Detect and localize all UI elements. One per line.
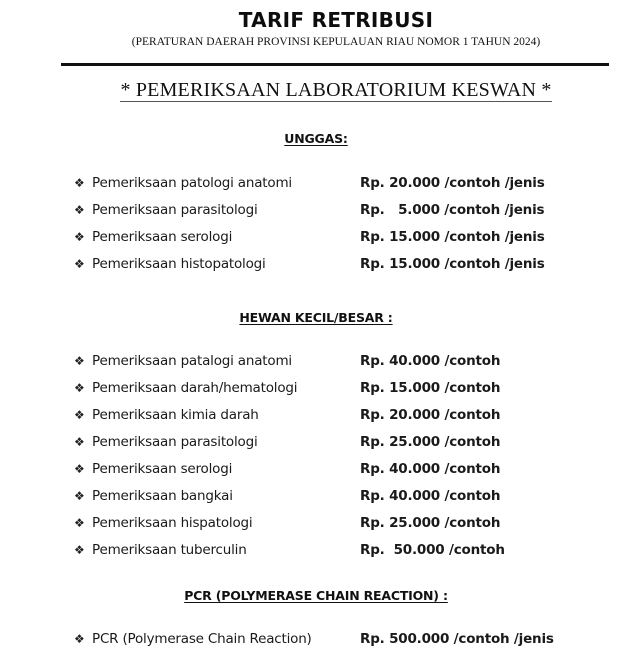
list-item [72,353,632,375]
document-title: TARIF RETRIBUSI [238,8,434,32]
list-item [72,175,632,197]
diamond-bullet-icon: ❖ [74,230,85,244]
list-item [72,631,632,653]
item-label: Pemeriksaan tuberculin [92,542,247,558]
item-label: Pemeriksaan histopatologi [92,256,266,272]
diamond-bullet-icon: ❖ [74,354,85,368]
section-title-text: * PEMERIKSAAN LABORATORIUM KESWAN * [120,79,552,101]
item-label: Pemeriksaan hispatologi [92,515,253,531]
diamond-bullet-icon: ❖ [74,489,85,503]
item-price: Rp. 40.000 /contoh [360,488,501,504]
diamond-bullet-icon: ❖ [74,543,85,557]
item-price: Rp. 5.000 /contoh /jenis [360,202,545,218]
group-heading-pcr [0,588,632,603]
list-item [72,461,632,483]
list-item [72,256,632,278]
item-price: Rp. 20.000 /contoh [360,407,501,423]
diamond-bullet-icon: ❖ [74,408,85,422]
item-price: Rp. 15.000 /contoh /jenis [360,256,545,272]
item-label: Pemeriksaan patologi anatomi [92,175,292,191]
item-label: Pemeriksaan kimia darah [92,407,259,423]
list-item [72,380,632,402]
list-item [72,488,632,510]
item-price: Rp. 25.000 /contoh [360,515,501,531]
list-item [72,515,632,537]
item-price: Rp. 15.000 /contoh [360,380,501,396]
item-label: Pemeriksaan serologi [92,229,233,245]
group-heading-unggas [0,131,632,146]
list-item [72,229,632,251]
item-label: Pemeriksaan serologi [92,461,233,477]
diamond-bullet-icon: ❖ [74,203,85,217]
item-price: Rp. 40.000 /contoh [360,353,501,369]
list-item [72,542,632,564]
group-heading-hewan [0,310,632,325]
item-price: Rp. 40.000 /contoh [360,461,501,477]
item-price: Rp. 20.000 /contoh /jenis [360,175,545,191]
item-label: Pemeriksaan parasitologi [92,434,258,450]
item-label: Pemeriksaan parasitologi [92,202,258,218]
group-heading-text: PCR (POLYMERASE CHAIN REACTION) : [184,588,448,603]
diamond-bullet-icon: ❖ [74,176,85,190]
section-title [0,79,640,102]
item-price: Rp. 50.000 /contoh [360,542,505,558]
item-label: Pemeriksaan darah/hematologi [92,380,298,396]
item-label: Pemeriksaan patalogi anatomi [92,353,292,369]
list-item [72,202,632,224]
diamond-bullet-icon: ❖ [74,257,85,271]
item-price: Rp. 15.000 /contoh /jenis [360,229,545,245]
diamond-bullet-icon: ❖ [74,632,85,646]
diamond-bullet-icon: ❖ [74,435,85,449]
item-label: Pemeriksaan bangkai [92,488,233,504]
item-price: Rp. 500.000 /contoh /jenis [360,631,554,647]
item-price: Rp. 25.000 /contoh [360,434,501,450]
diamond-bullet-icon: ❖ [74,516,85,530]
group-heading-text: HEWAN KECIL/BESAR : [239,310,393,325]
group-heading-text: UNGGAS: [284,131,348,146]
list-item [72,434,632,456]
header-divider [61,63,609,66]
diamond-bullet-icon: ❖ [74,462,85,476]
diamond-bullet-icon: ❖ [74,381,85,395]
item-label: PCR (Polymerase Chain Reaction) [92,631,312,647]
list-item [72,407,632,429]
document-subtitle: (PERATURAN DAERAH PROVINSI KEPULAUAN RIAU NOMOR 1 TAHUN 2024) [131,36,541,48]
